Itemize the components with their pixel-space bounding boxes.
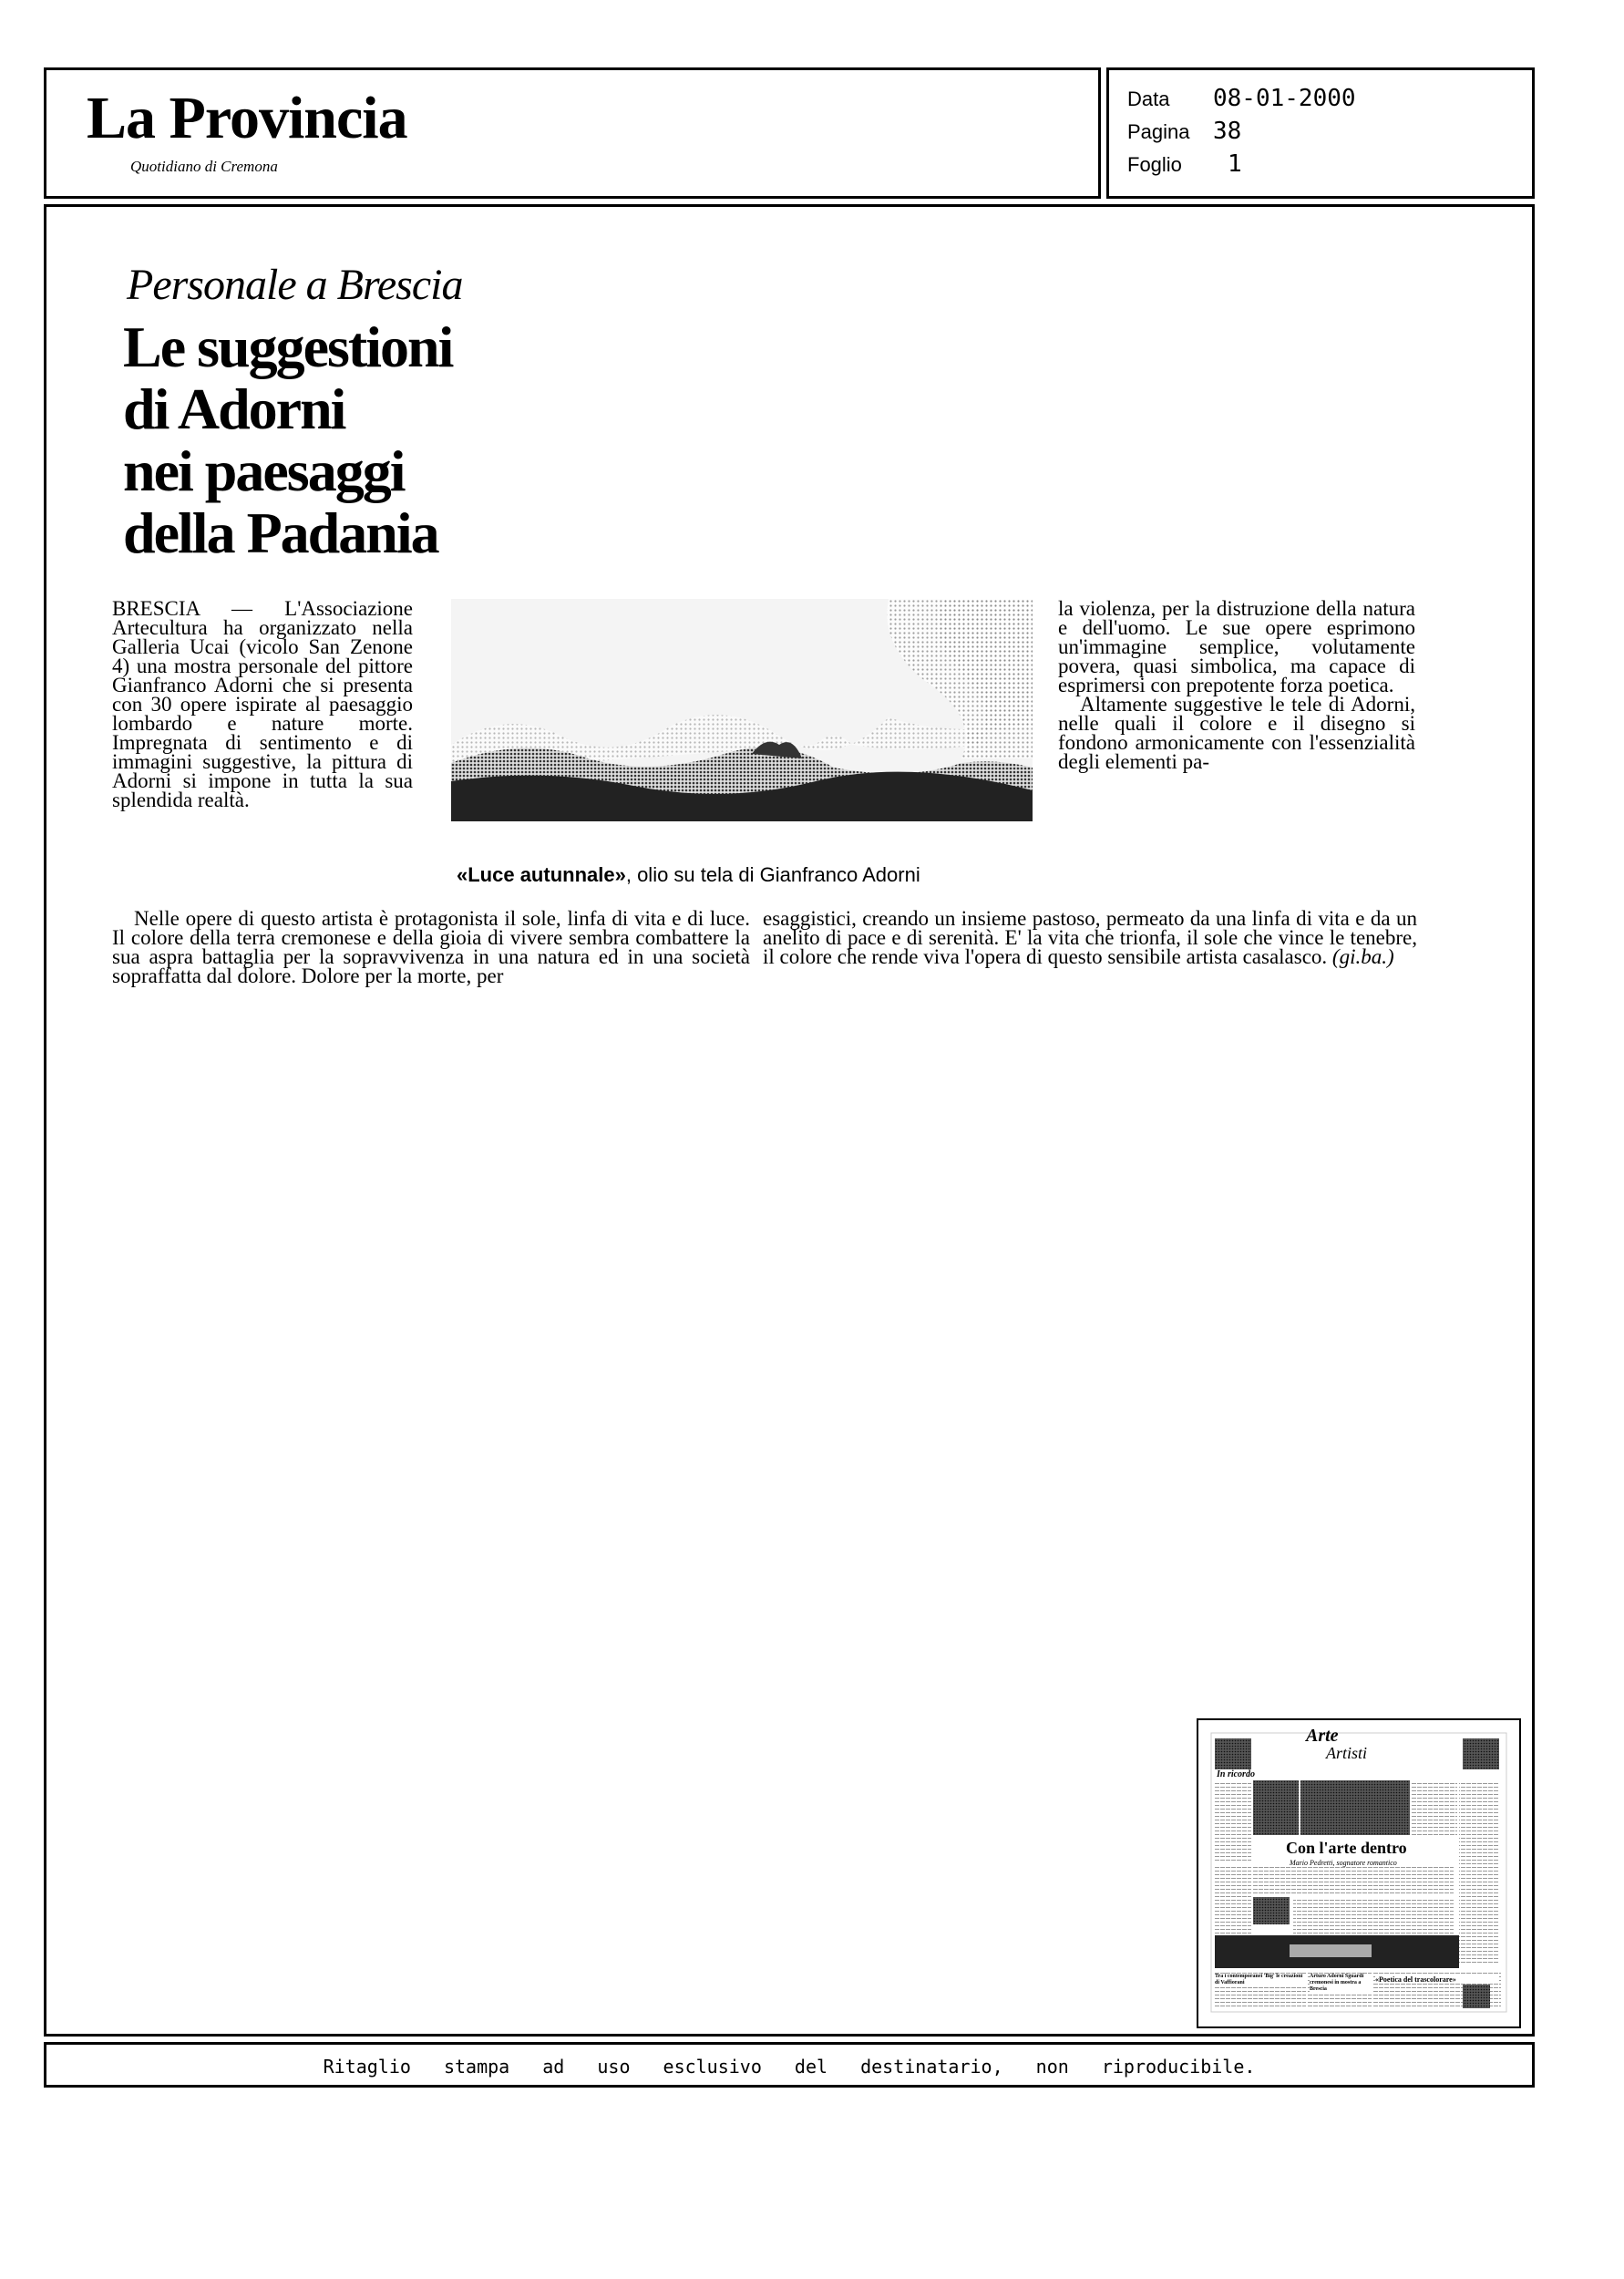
meta-page — [1127, 118, 1241, 145]
paragraph-violence: la violenza, per la distruzione della natura e dell'uomo. Le sue opere esprimono un'immagine semplice, volutamente povera, quasi simbolica, ma capace di esprimersi con prepotente forza poetica. — [1058, 597, 1415, 696]
meta-date-label: Data — [1127, 88, 1170, 110]
meta-date — [1127, 85, 1356, 112]
page-thumbnail — [1197, 1718, 1521, 2028]
headline-line-1: Le suggestioni — [123, 315, 453, 379]
article-frame — [44, 204, 1535, 2037]
photo-caption — [457, 863, 920, 887]
newspaper-logo: La Provincia — [87, 85, 407, 151]
meta-page-value: 38 — [1213, 118, 1242, 145]
meta-sheet — [1127, 150, 1242, 178]
clipping-meta-box — [1106, 67, 1535, 199]
caption-text: , olio su tela di Gianfranco Adorni — [625, 863, 920, 886]
thumbnail-bottom-head-2: Arturo Adorni Sguardi cremonesi in mostra a Brescia — [1310, 1974, 1372, 1993]
thumbnail-section-title-arte: Arte — [1306, 1726, 1339, 1746]
meta-sheet-value: 1 — [1228, 150, 1242, 178]
paragraph-suggestive: Altamente suggestive le tele di Adorni, nelle quali il colore e il disegno si fondono armonicamente con l'essenzialità degli elementi pa- — [1058, 693, 1415, 773]
newspaper-subtitle: Quotidiano di Cremona — [130, 158, 278, 175]
headline-line-3: nei paesaggi — [123, 438, 405, 503]
paragraph-sun: Nelle opere di questo artista è protagonista il sole, linfa di vita e di luce. Il colore della terra cremonese e della gioia di vivere sembra combattere la sua aspra battaglia per la sopravvivenza in una natura ed in una società sopraffatta dal dolore. Dolore per la morte, per — [112, 907, 750, 987]
thumbnail-subheadline: Mario Pedretti, sognatore romantico — [1290, 1859, 1397, 1867]
thumbnail-bottom-head-3: «Poetica del trascolorare» — [1375, 1975, 1499, 1984]
headline-line-4: della Padania — [123, 500, 438, 565]
meta-page-label: Pagina — [1127, 120, 1190, 143]
footer-notice: Ritaglio stampa ad uso esclusivo del destinatario, non riproducibile. — [323, 2056, 1256, 2078]
thumbnail-bottom-head-1: Tra i contemporanei 'Big' le creazioni di Vaffiorani — [1215, 1974, 1306, 1986]
thumbnail-headline: Con l'arte dentro — [1286, 1839, 1407, 1857]
meta-date-value: 08-01-2000 — [1213, 85, 1356, 112]
footer-box — [44, 2042, 1535, 2088]
headline-line-2: di Adorni — [123, 376, 345, 441]
author-signature: (gi.ba.) — [1331, 945, 1394, 968]
thumbnail-section-title-artisti: Artisti — [1326, 1744, 1368, 1762]
caption-title: «Luce autunnale» — [457, 863, 626, 886]
article-column-right-top — [1058, 599, 1415, 771]
article-column-left-bottom — [112, 909, 750, 985]
article-kicker: Personale a Brescia — [127, 261, 463, 309]
paragraph-intro: BRESCIA — L'Associazione Artecultura ha organizzato nella Galleria Ucai (vicolo San Zenone 4) una mostra personale del pittore Gianfranco Adorni che si presenta con 30 opere ispirate al paesaggio lombardo e nature morte. Impregnata di sentimento e di immagini suggestive, la pittura di Adorni si impone in tutta la sua splendida realtà. — [112, 597, 413, 811]
article-column-right-bottom — [763, 909, 1417, 966]
meta-sheet-label: Foglio — [1127, 153, 1182, 176]
paragraph-closing — [763, 909, 1417, 966]
article-headline — [123, 316, 506, 564]
painting-photo — [451, 599, 1033, 821]
paragraph-closing-text: esaggistici, creando un insieme pastoso, permeato da una linfa di vita e da un anelito di pace e di serenità. E' la vita che trionfa, il sole che vince le tenebre, il colore che rende viva l'opera di questo sensibile artista casalasco. — [763, 907, 1417, 968]
article-column-left-top — [112, 599, 413, 810]
thumbnail-left-label: In ricordo — [1217, 1769, 1255, 1779]
masthead-box — [44, 67, 1101, 199]
